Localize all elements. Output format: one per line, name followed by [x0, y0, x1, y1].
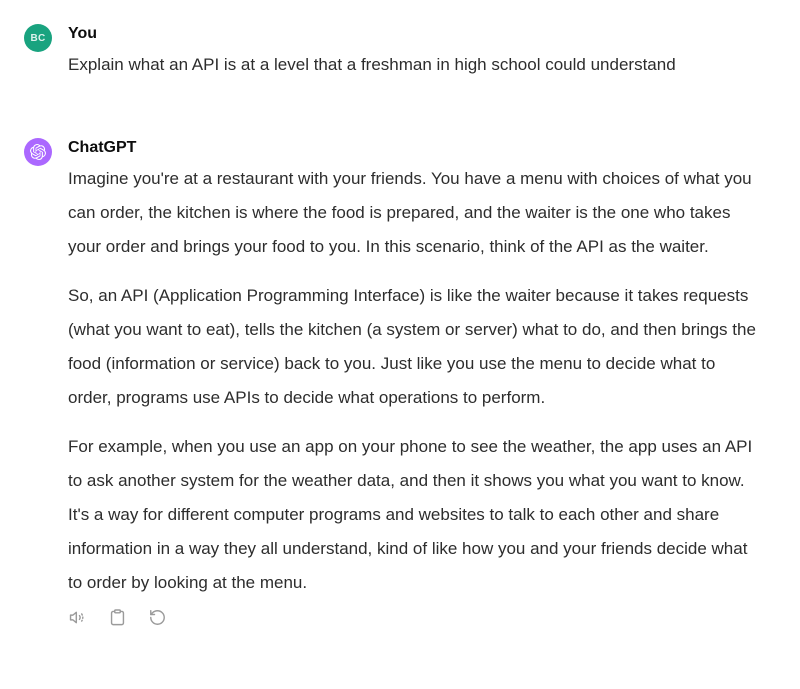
regenerate-icon: [148, 608, 167, 627]
assistant-paragraph: Imagine you're at a restaurant with your friends. You have a menu with choices of what you can order, the kitchen is where the food is prepared, and the waiter is the one who takes your order and brings your food to you. In this scenario, think of the API as the waiter.: [68, 169, 752, 256]
chatgpt-avatar: [24, 138, 52, 166]
user-author-label: You: [68, 25, 98, 42]
assistant-message: [24, 136, 770, 629]
user-message-text: Explain what an API is at a level that a freshman in high school could understand: [68, 55, 676, 74]
user-message: [24, 22, 770, 82]
assistant-paragraph: So, an API (Application Programming Interface) is like the waiter because it takes requests (what you want to eat), tells the kitchen (a system or server) what to do, and then brings the food (information or service) back to you. Just like you use the menu to decide what to order, programs use APIs to decide what operations to perform.: [68, 286, 756, 407]
assistant-paragraph: For example, when you use an app on your phone to see the weather, the app uses an API to ask another system for the weather data, and then it shows you what you want to know. It's a way for different computer programs and websites to talk to each other and share information in a way they all understand, kind of like how you and your friends decide what to order by looking at the menu.: [68, 437, 753, 592]
assistant-author-label: ChatGPT: [68, 139, 137, 156]
copy-button[interactable]: [106, 606, 129, 629]
openai-logo-icon: [30, 144, 46, 160]
regenerate-button[interactable]: [146, 606, 169, 629]
clipboard-icon: [108, 608, 127, 627]
message-actions: [66, 606, 760, 629]
read-aloud-button[interactable]: [66, 606, 89, 629]
user-avatar: [24, 24, 52, 52]
speaker-icon: [68, 608, 87, 627]
user-avatar-initials: BC: [30, 32, 46, 44]
